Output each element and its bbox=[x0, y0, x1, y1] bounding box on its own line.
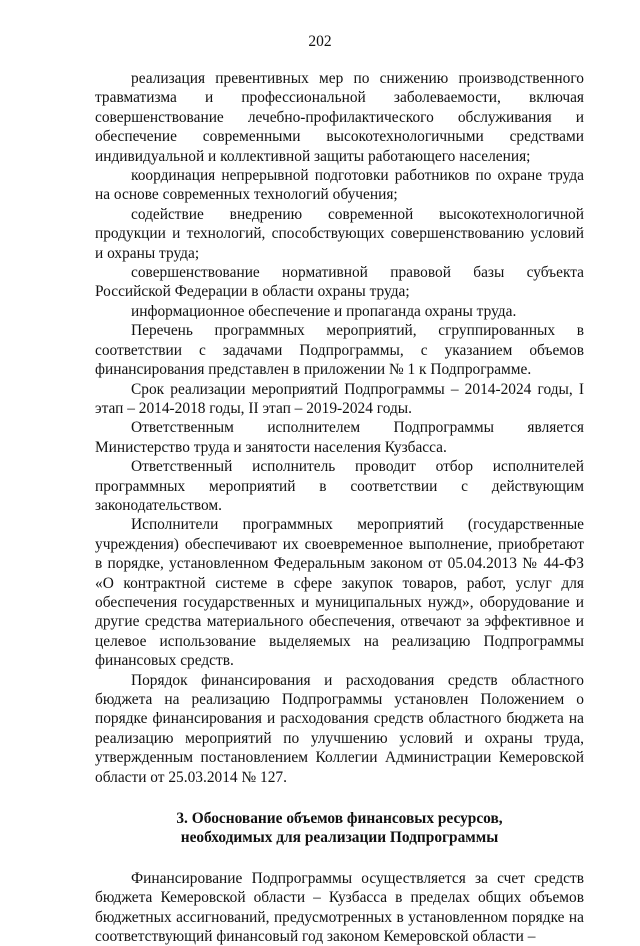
paragraph: Исполнители программных мероприятий (государственные учреждения) обеспечивают их своевременное выполнение, приобретают в порядке, установленном Федеральным законом от 05.04.2013 № 44-ФЗ «О контрактной системе в сфере закупок товаров, работ, услуг для обеспечения государственных и муниципальных нужд», оборудование и другие средства материального обеспечения, отвечают за эффективное и целевое использование выделяемых на реализацию Подпрограммы финансовых средств. bbox=[95, 516, 584, 670]
section-heading-line: 3. Обоснование объемов финансовых ресурсов, bbox=[176, 810, 503, 828]
paragraph: реализация превентивных мер по снижению производственного травматизма и профессиональной заболеваемости, включая совершенствование лечебно-профилактического обслуживания и обеспечение современными высокотехнологичными средствами индивидуальной и коллективной защиты работающего населения; bbox=[95, 70, 584, 165]
paragraph: координация непрерывной подготовки работников по охране труда на основе современных технологий обучения; bbox=[95, 167, 584, 204]
paragraph: содействие внедрению современной высокотехнологичной продукции и технологий, способствующих совершенствованию условий и охраны труда; bbox=[95, 205, 584, 262]
paragraph: Финансирование Подпрограммы осуществляется за счет средств бюджета Кемеровской области – Кузбасса в пределах общих объемов бюджетных ассигнований, предусмотренных в установленном порядке на соответствующий финансовый год законом Кемеровской области – bbox=[95, 869, 584, 946]
page-number: 202 bbox=[308, 33, 332, 50]
paragraph: Перечень программных мероприятий, сгруппированных в соответствии с задачами Подпрограммы, с указанием объемов финансирования представлен в приложении № 1 к Подпрограмме. bbox=[95, 322, 584, 379]
section-heading bbox=[95, 809, 584, 848]
paragraph: Срок реализации мероприятий Подпрограммы – 2014-2024 годы, I этап – 2014-2018 годы, II этап – 2019-2024 годы. bbox=[95, 380, 584, 417]
paragraph: совершенствование нормативной правовой базы субъекта Российской Федерации в области охраны труда; bbox=[95, 264, 584, 301]
body-text bbox=[95, 69, 584, 946]
paragraph: информационное обеспечение и пропаганда охраны труда. bbox=[131, 302, 517, 320]
section-heading-line: необходимых для реализации Подпрограммы bbox=[180, 829, 499, 847]
paragraph: Ответственный исполнитель проводит отбор исполнителей программных мероприятий в соответствии с действующим законодательством. bbox=[95, 458, 584, 514]
paragraph: Ответственным исполнителем Подпрограммы является Министерство труда и занятости населения Кузбасса. bbox=[95, 419, 584, 456]
paragraph: Порядок финансирования и расходования средств областного бюджета на реализацию Подпрограммы установлен Положением о порядке финансирования и расходования средств областного бюджета на реализацию мероприятий по улучшению условий и охраны труда, утвержденным постановлением Коллегии Администрации Кемеровской области от 25.03.2014 № 127. bbox=[95, 671, 584, 786]
